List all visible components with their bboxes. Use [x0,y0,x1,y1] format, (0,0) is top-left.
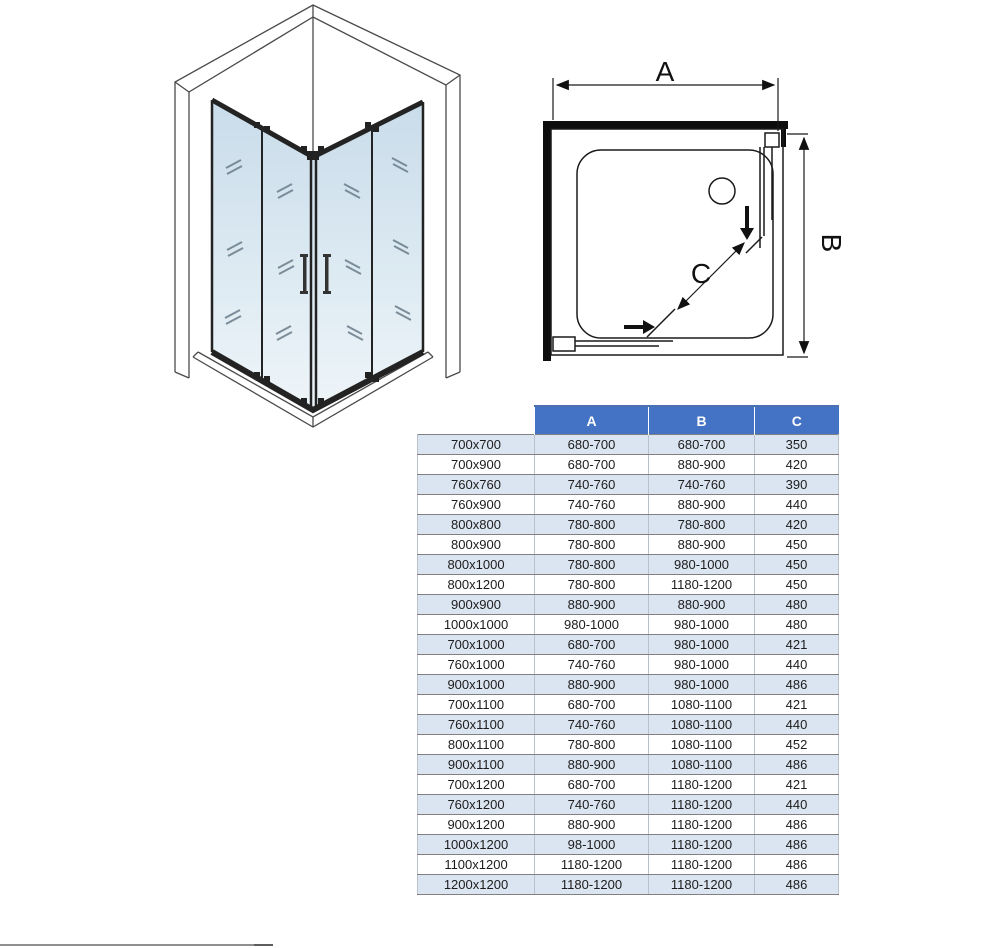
table-cell: 980-1000 [649,655,755,675]
table-cell: 880-900 [535,755,649,775]
table-cell: 440 [755,715,839,735]
dimension-c [647,237,762,337]
table-cell: 760x1100 [418,715,535,735]
table-cell: 980-1000 [535,615,649,635]
column-header-a: A [535,406,649,435]
table-cell: 486 [755,675,839,695]
table-cell: 900x1100 [418,755,535,775]
table-cell: 980-1000 [649,635,755,655]
table-row [418,555,839,575]
table-cell: 800x900 [418,535,535,555]
table-cell: 450 [755,535,839,555]
header-row [418,406,839,435]
table-row [418,815,839,835]
table-cell: 880-900 [535,815,649,835]
table-cell: 1100x1200 [418,855,535,875]
table-cell: 680-700 [535,455,649,475]
table-cell: 420 [755,455,839,475]
table-cell: 740-760 [535,795,649,815]
table-cell: 486 [755,875,839,895]
table-cell: 700x1100 [418,695,535,715]
table-row [418,795,839,815]
dim-b-label: B [816,233,847,253]
table-cell: 421 [755,775,839,795]
table-row [418,475,839,495]
table-cell: 486 [755,815,839,835]
table-cell: 740-760 [535,495,649,515]
table-row [418,535,839,555]
table-cell: 880-900 [535,595,649,615]
table-cell: 700x700 [418,435,535,455]
table-row [418,715,839,735]
table-cell: 760x760 [418,475,535,495]
table-cell: 680-700 [535,775,649,795]
table-cell: 1180-1200 [649,815,755,835]
glass-panels [212,100,423,410]
table-cell: 450 [755,555,839,575]
table-cell: 800x1000 [418,555,535,575]
table-cell: 780-800 [649,515,755,535]
spec-table-body [418,435,839,895]
table-cell: 452 [755,735,839,755]
table-cell: 700x1000 [418,635,535,655]
plan-view-svg [515,40,865,390]
table-cell: 421 [755,635,839,655]
table-cell: 486 [755,755,839,775]
table-cell: 900x1000 [418,675,535,695]
spec-table-header [418,406,839,435]
table-cell: 680-700 [649,435,755,455]
table-cell: 1080-1100 [649,715,755,735]
table-cell: 780-800 [535,515,649,535]
table-row [418,575,839,595]
table-cell: 700x900 [418,455,535,475]
table-cell: 420 [755,515,839,535]
down-arrow-icon [740,228,754,240]
table-cell: 980-1000 [649,555,755,575]
table-cell: 880-900 [649,455,755,475]
table-cell: 1080-1100 [649,695,755,715]
table-cell: 880-900 [649,495,755,515]
dim-c-label: C [690,258,712,289]
table-row [418,495,839,515]
table-cell: 1180-1200 [649,835,755,855]
plan-view-diagram [515,40,865,395]
table-cell: 450 [755,575,839,595]
table-cell: 1180-1200 [649,875,755,895]
table-cell: 880-900 [535,675,649,695]
table-cell: 1180-1200 [649,795,755,815]
right-door-panels [760,133,779,248]
table-cell: 1180-1200 [649,855,755,875]
table-cell: 740-760 [535,475,649,495]
table-cell: 480 [755,595,839,615]
table-cell: 780-800 [535,555,649,575]
table-cell: 680-700 [535,435,649,455]
table-cell: 740-760 [649,475,755,495]
column-header-b: B [649,406,755,435]
table-cell: 980-1000 [649,615,755,635]
table-cell: 1180-1200 [649,575,755,595]
table-cell: 760x900 [418,495,535,515]
table-cell: 1180-1200 [535,875,649,895]
table-row [418,735,839,755]
size-column-header [418,406,535,435]
slide-direction-arrows [624,206,754,334]
table-cell: 740-760 [535,655,649,675]
table-row [418,695,839,715]
table-cell: 1080-1100 [649,755,755,775]
table-row [418,515,839,535]
table-cell: 780-800 [535,735,649,755]
table-cell: 800x1100 [418,735,535,755]
table-row [418,615,839,635]
table-cell: 800x1200 [418,575,535,595]
isometric-shower-drawing [150,0,480,435]
table-cell: 421 [755,695,839,715]
table-cell: 780-800 [535,575,649,595]
table-cell: 760x1000 [418,655,535,675]
dim-a-label: A [655,56,675,87]
table-cell: 1180-1200 [649,775,755,795]
bottom-door-panels [553,337,673,351]
table-row [418,595,839,615]
table-cell: 700x1200 [418,775,535,795]
table-row [418,875,839,895]
table-cell: 98-1000 [535,835,649,855]
table-cell: 980-1000 [649,675,755,695]
table-cell: 800x800 [418,515,535,535]
enclosure-outline [551,129,783,355]
table-row [418,455,839,475]
table-cell: 1200x1200 [418,875,535,895]
table-cell: 1000x1000 [418,615,535,635]
table-cell: 680-700 [535,635,649,655]
table-row [418,655,839,675]
column-header-c: C [755,406,839,435]
table-cell: 880-900 [649,595,755,615]
table-cell: 900x1200 [418,815,535,835]
table-cell: 486 [755,835,839,855]
table-cell: 440 [755,655,839,675]
table-row [418,775,839,795]
table-cell: 480 [755,615,839,635]
dimension-b [787,134,847,357]
table-cell: 440 [755,795,839,815]
right-arrow-icon [643,320,655,334]
table-cell: 900x900 [418,595,535,615]
table-cell: 780-800 [535,535,649,555]
table-cell: 1000x1200 [418,835,535,855]
table-cell: 1080-1100 [649,735,755,755]
table-row [418,755,839,775]
table-cell: 390 [755,475,839,495]
table-cell: 760x1200 [418,795,535,815]
table-cell: 440 [755,495,839,515]
table-row [418,635,839,655]
table-cell: 880-900 [649,535,755,555]
bottom-cropped-bar [0,944,273,946]
table-row [418,855,839,875]
table-cell: 680-700 [535,695,649,715]
table-row [418,435,839,455]
table-row [418,835,839,855]
isometric-shower-svg [150,0,480,430]
table-row [418,675,839,695]
table-cell: 740-760 [535,715,649,735]
table-cell: 350 [755,435,839,455]
shower-head-circle [709,178,735,204]
dimension-a [553,56,778,131]
size-spec-table [417,405,839,895]
table-cell: 1180-1200 [535,855,649,875]
table-cell: 486 [755,855,839,875]
